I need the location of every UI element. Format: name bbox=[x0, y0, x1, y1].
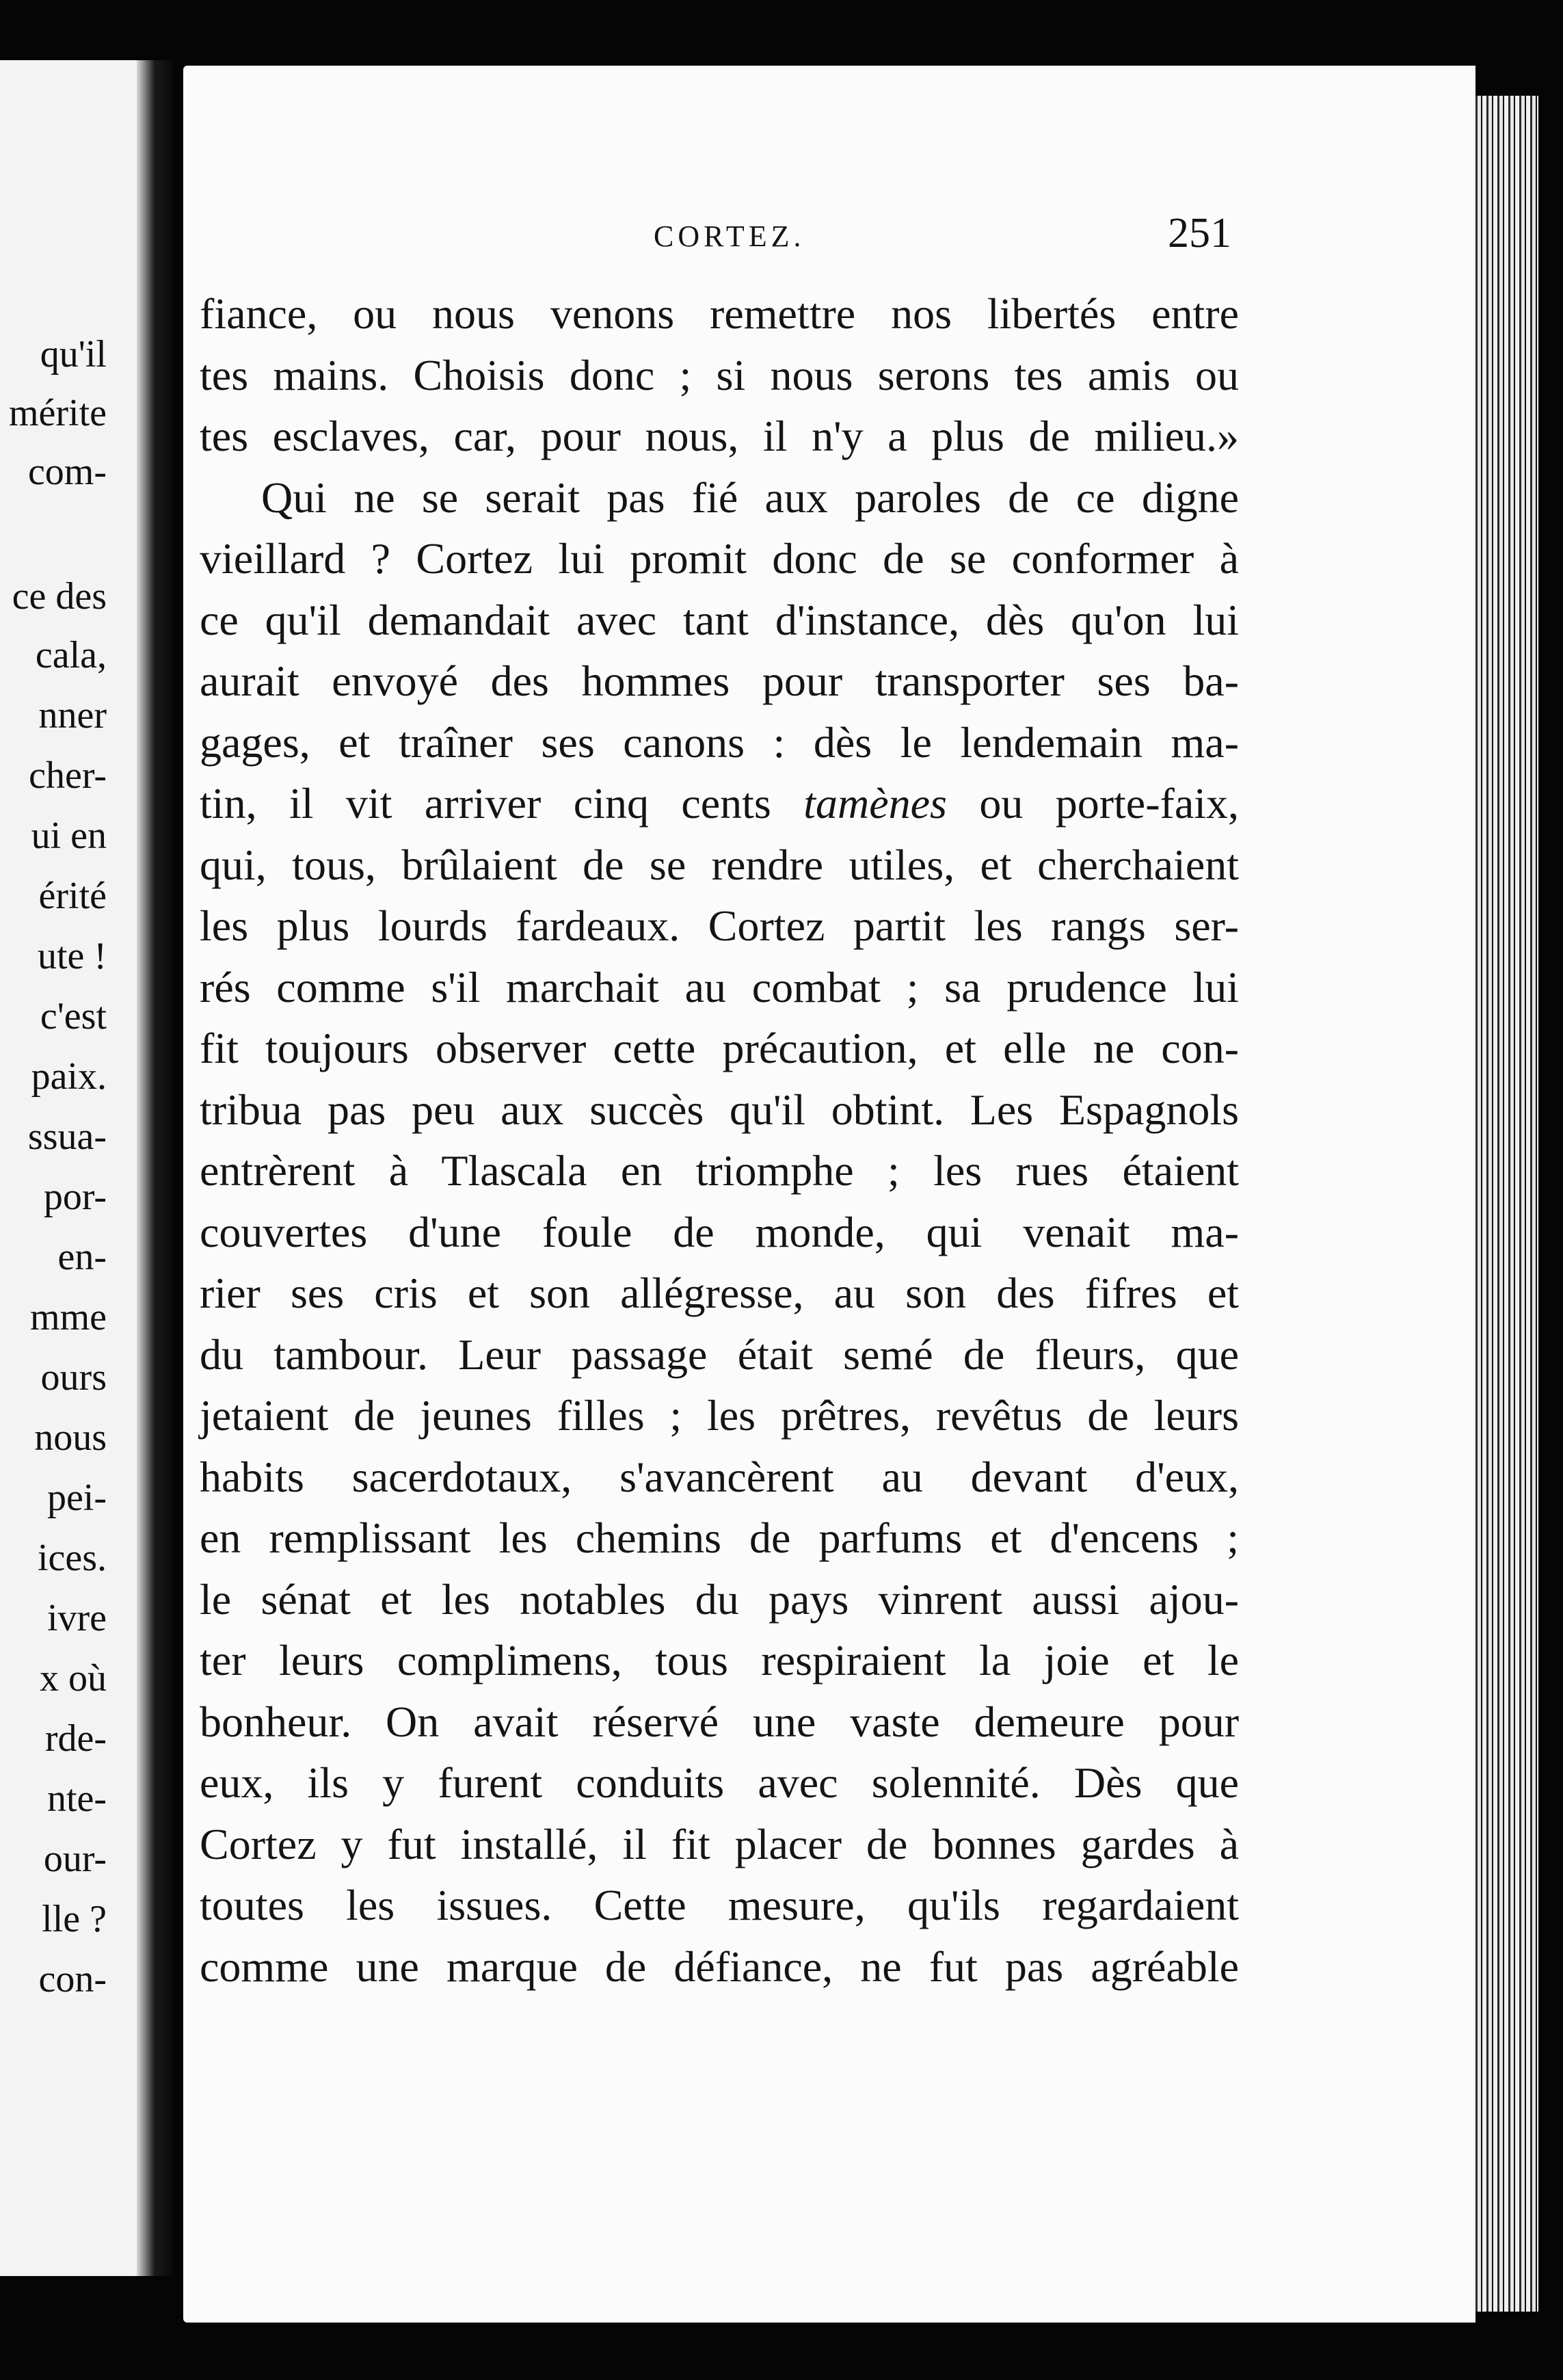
text-line: aurait envoyé des hommes pour transporter ses ba- bbox=[200, 657, 1239, 705]
text-line: fit toujours observer cette précaution, et elle ne con- bbox=[200, 1024, 1239, 1072]
left-fragment: ute ! bbox=[37, 935, 107, 977]
left-fragment: cala, bbox=[35, 634, 107, 676]
text-line: ter leurs complimens, tous respiraient la joie et le bbox=[200, 1636, 1239, 1684]
left-fragment: érité bbox=[38, 875, 107, 917]
text-line: entrèrent à Tlascala en triomphe ; les rues étaient bbox=[200, 1146, 1239, 1195]
left-fragment: con- bbox=[38, 1958, 107, 2000]
left-fragment: nte- bbox=[46, 1777, 107, 1820]
left-fragment: ui en bbox=[31, 815, 107, 857]
text-segment: ou porte-faix, bbox=[979, 779, 1240, 828]
text-line: tribua pas peu aux succès qu'il obtint. Les Espagnols bbox=[200, 1085, 1239, 1134]
left-fragment: por- bbox=[43, 1176, 107, 1218]
text-line: en remplissant les chemins de parfums et d'encens ; bbox=[200, 1513, 1239, 1562]
left-fragment: ours bbox=[40, 1356, 107, 1399]
left-fragment: pei- bbox=[46, 1477, 107, 1519]
left-fragment: ivre bbox=[46, 1597, 107, 1639]
italic-word: tamènes bbox=[803, 779, 947, 828]
left-fragment: rde- bbox=[44, 1717, 107, 1760]
text-line: Qui ne se serait pas fié aux paroles de ce digne bbox=[261, 473, 1239, 522]
text-line: couvertes d'une foule de monde, qui venait ma- bbox=[200, 1207, 1239, 1256]
left-fragment: lle ? bbox=[42, 1898, 107, 1940]
page-body-text bbox=[200, 283, 1239, 1997]
left-fragment: nner bbox=[38, 694, 107, 737]
left-fragment: ce des bbox=[12, 575, 107, 618]
text-line: ce qu'il demandait avec tant d'instance, dès qu'on lui bbox=[200, 595, 1239, 644]
text-line-with-italic bbox=[200, 773, 1239, 834]
text-line: rés comme s'il marchait au combat ; sa prudence lui bbox=[200, 962, 1239, 1012]
text-segment: tin, il vit arriver cinq cents bbox=[200, 779, 771, 828]
running-head: CORTEZ. bbox=[654, 220, 805, 253]
text-line: vieillard ? Cortez lui promit donc de se conformer à bbox=[200, 534, 1239, 583]
text-line: jetaient de jeunes filles ; les prêtres, revêtus de leurs bbox=[200, 1391, 1239, 1440]
text-line: le sénat et les notables du pays vinrent aussi ajou- bbox=[200, 1574, 1239, 1624]
text-line: habits sacerdotaux, s'avancèrent au devant d'eux, bbox=[200, 1452, 1239, 1501]
text-line: toutes les issues. Cette mesure, qu'ils regardaient bbox=[200, 1881, 1239, 1929]
text-line: fiance, ou nous venons remettre nos libertés entre bbox=[200, 289, 1239, 338]
left-fragment: x où bbox=[40, 1657, 107, 1700]
left-fragment: c'est bbox=[40, 995, 107, 1037]
text-line: tes esclaves, car, pour nous, il n'y a plus de milieu.» bbox=[200, 412, 1239, 460]
left-fragment: mme bbox=[30, 1296, 107, 1338]
text-line: rier ses cris et son allégresse, au son des fifres et bbox=[200, 1269, 1239, 1317]
left-fragment: cher- bbox=[29, 754, 107, 797]
left-fragment: en- bbox=[57, 1236, 107, 1278]
left-fragment: our- bbox=[43, 1838, 107, 1880]
left-fragment: com- bbox=[27, 451, 107, 493]
previous-page-fragment bbox=[0, 60, 137, 2276]
left-fragment: qu'il bbox=[40, 333, 107, 375]
text-line: comme une marque de défiance, ne fut pas agréable bbox=[200, 1942, 1239, 1991]
text-line: gages, et traîner ses canons : dès le lendemain ma- bbox=[200, 717, 1239, 767]
text-line: qui, tous, brûlaient de se rendre utiles, et cherchaient bbox=[200, 840, 1239, 889]
left-fragment: paix. bbox=[31, 1055, 107, 1098]
text-line: Cortez y fut installé, il fit placer de bonnes gardes à bbox=[200, 1819, 1239, 1868]
text-line: bonheur. On avait réservé une vaste demeure pour bbox=[200, 1697, 1239, 1746]
left-fragment: nous bbox=[34, 1416, 107, 1459]
page-number: 251 bbox=[1168, 210, 1231, 256]
left-fragment: ssua- bbox=[27, 1115, 107, 1158]
text-line: eux, ils y furent conduits avec solennité. Dès que bbox=[200, 1758, 1239, 1807]
left-fragment: mérite bbox=[8, 392, 107, 434]
text-line: du tambour. Leur passage était semé de fleurs, que bbox=[200, 1330, 1239, 1379]
book-gutter bbox=[137, 60, 172, 2276]
left-fragment: ices. bbox=[37, 1537, 107, 1579]
text-line: les plus lourds fardeaux. Cortez partit les rangs ser- bbox=[200, 901, 1239, 950]
text-line: tes mains. Choisis donc ; si nous serons tes amis ou bbox=[200, 350, 1239, 399]
